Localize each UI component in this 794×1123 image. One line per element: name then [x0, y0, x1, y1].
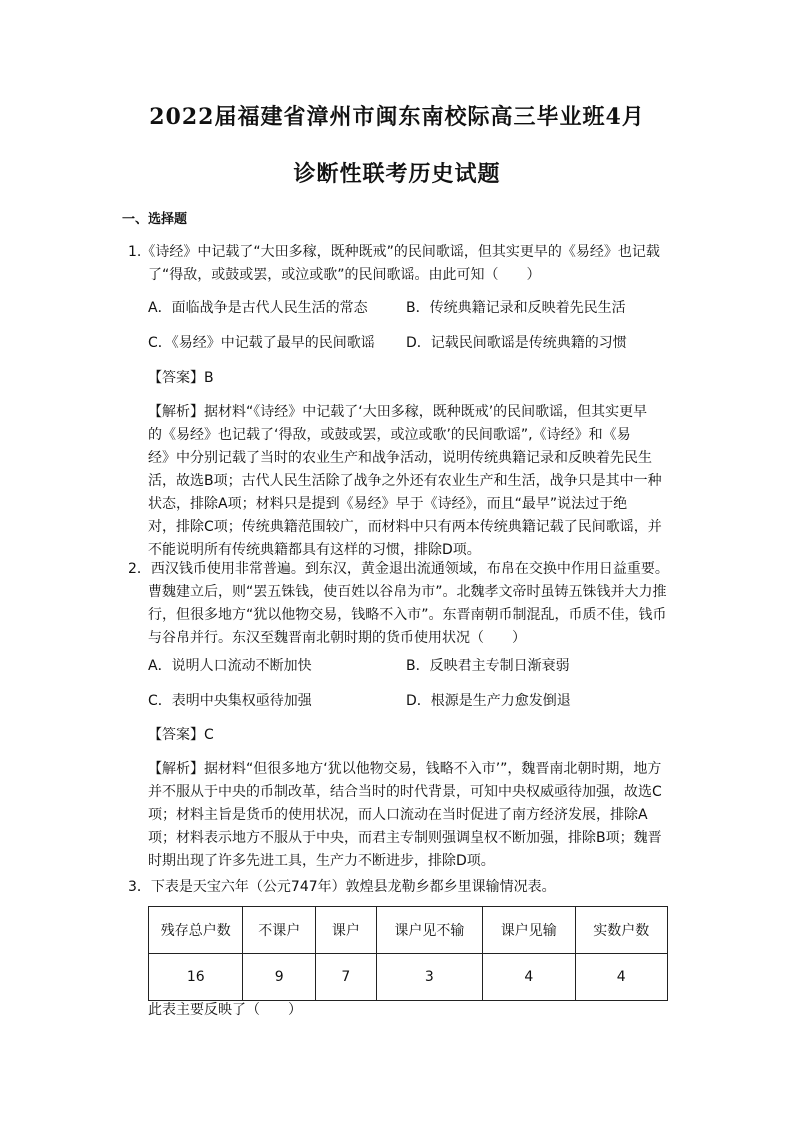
question-stem-line: 1.《诗经》中记载了“大田多稼，既种既戒”的民间歌谣，但其实更早的《易经》也记载 — [128, 244, 660, 260]
analysis-line: 【解析】据材料“但很多地方‘犹以他物交易，钱略不入市’”，魏晋南北朝时期，地方 — [148, 761, 662, 777]
option-b: B．传统典籍记录和反映着先民生活 — [406, 300, 626, 316]
analysis-line: 不能说明所有传统典籍都具有这样的习惯，排除D项。 — [148, 542, 481, 558]
analysis-line: 对，排除C项；传统典籍范围较广，而材料中只有两本传统典籍记载了民间歌谣，并 — [148, 519, 662, 535]
analysis-line: 项；材料主旨是货币的使用状况，而人口流动在当时促进了南方经济发展，排除A — [148, 807, 648, 823]
option-a: A．说明人口流动不断加快 — [148, 658, 312, 674]
table-cell: 3 — [376, 954, 482, 1001]
answer-label: 【答案】B — [148, 370, 214, 386]
option-d: D．记载民间歌谣是传统典籍的习惯 — [406, 335, 627, 351]
option-c: C．表明中央集权亟待加强 — [148, 693, 312, 709]
question-stem-line: 与谷帛并行。东汉至魏晋南北朝时期的货币使用状况（ ） — [148, 630, 526, 646]
option-d: D．根源是生产力愈发倒退 — [406, 693, 571, 709]
analysis-line: 【解析】据材料“《诗经》中记载了‘大田多稼，既种既戒’的民间歌谣，但其实更早 — [148, 404, 648, 420]
answer-label: 【答案】C — [148, 727, 214, 743]
table-header-cell: 课户见输 — [483, 907, 575, 954]
table-cell: 4 — [483, 954, 575, 1001]
analysis-line: 项；材料表示地方不服从于中央，而君主专制则强调皇权不断加强，排除B项；魏晋 — [148, 830, 662, 846]
question-stem-line: 2．西汉钱币使用非常普遍。到东汉，黄金退出流通领域，布帛在交换中作用日益重要。 — [128, 561, 669, 577]
question-stem-line: 曹魏建立后，则“罢五铢钱，使百姓以谷帛为市”。北魏孝文帝时虽铸五铢钱并大力推 — [148, 584, 667, 600]
option-b: B．反映君主专制日渐衰弱 — [406, 658, 570, 674]
table-header-row — [149, 907, 668, 954]
table-row — [149, 954, 668, 1001]
table-cell: 4 — [575, 954, 668, 1001]
table-header-cell: 残存总户数 — [149, 907, 243, 954]
page-title-line-2: 诊断性联考历史试题 — [293, 161, 501, 187]
option-c: C．《易经》中记载了最早的民间歌谣 — [148, 335, 375, 351]
question-stem-line: 3．下表是天宝六年（公元747年）敦煌县龙勒乡都乡里课输情况表。 — [128, 879, 556, 895]
table-header-cell: 课户 — [316, 907, 377, 954]
analysis-line: 活，故选B项；古代人民生活除了战争之外还有农业生产和生活，战争只是其中一种 — [148, 473, 662, 489]
option-a: A．面临战争是古代人民生活的常态 — [148, 300, 368, 316]
page-title-line-1: 2022届福建省漳州市闽东南校际高三毕业班4月 — [149, 104, 645, 130]
table-cell: 9 — [243, 954, 316, 1001]
analysis-line: 的《易经》也记载了‘得敌，或鼓或罢，或泣或歌’的民间歌谣”,《诗经》和《易 — [148, 427, 631, 443]
question-followup: 此表主要反映了（ ） — [148, 1002, 302, 1018]
analysis-line: 并不服从于中央的币制改革，结合当时的时代背景，可知中央权威亟待加强，故选C — [148, 784, 662, 800]
household-tax-table — [148, 906, 668, 1001]
section-heading: 一、选择题 — [122, 212, 188, 227]
table-cell: 16 — [149, 954, 243, 1001]
table-cell: 7 — [316, 954, 377, 1001]
table-header-cell: 课户见不输 — [376, 907, 482, 954]
table-header-cell: 不课户 — [243, 907, 316, 954]
analysis-line: 时期出现了许多先进工具，生产力不断进步，排除D项。 — [148, 853, 495, 869]
analysis-line: 状态，排除A项；材料只是提到《易经》早于《诗经》，而且“最早”说法过于绝 — [148, 496, 628, 512]
question-stem-line: 了“得敌，或鼓或罢，或泣或歌”的民间歌谣。由此可知（ ） — [148, 267, 541, 283]
table-header-cell: 实数户数 — [575, 907, 668, 954]
question-stem-line: 行，但很多地方“犹以他物交易，钱略不入市”。东晋南朝币制混乱，币质不佳，钱币 — [148, 607, 667, 623]
analysis-line: 经》中分别记载了当时的农业生产和战争活动，说明传统典籍记录和反映着先民生 — [148, 450, 652, 466]
